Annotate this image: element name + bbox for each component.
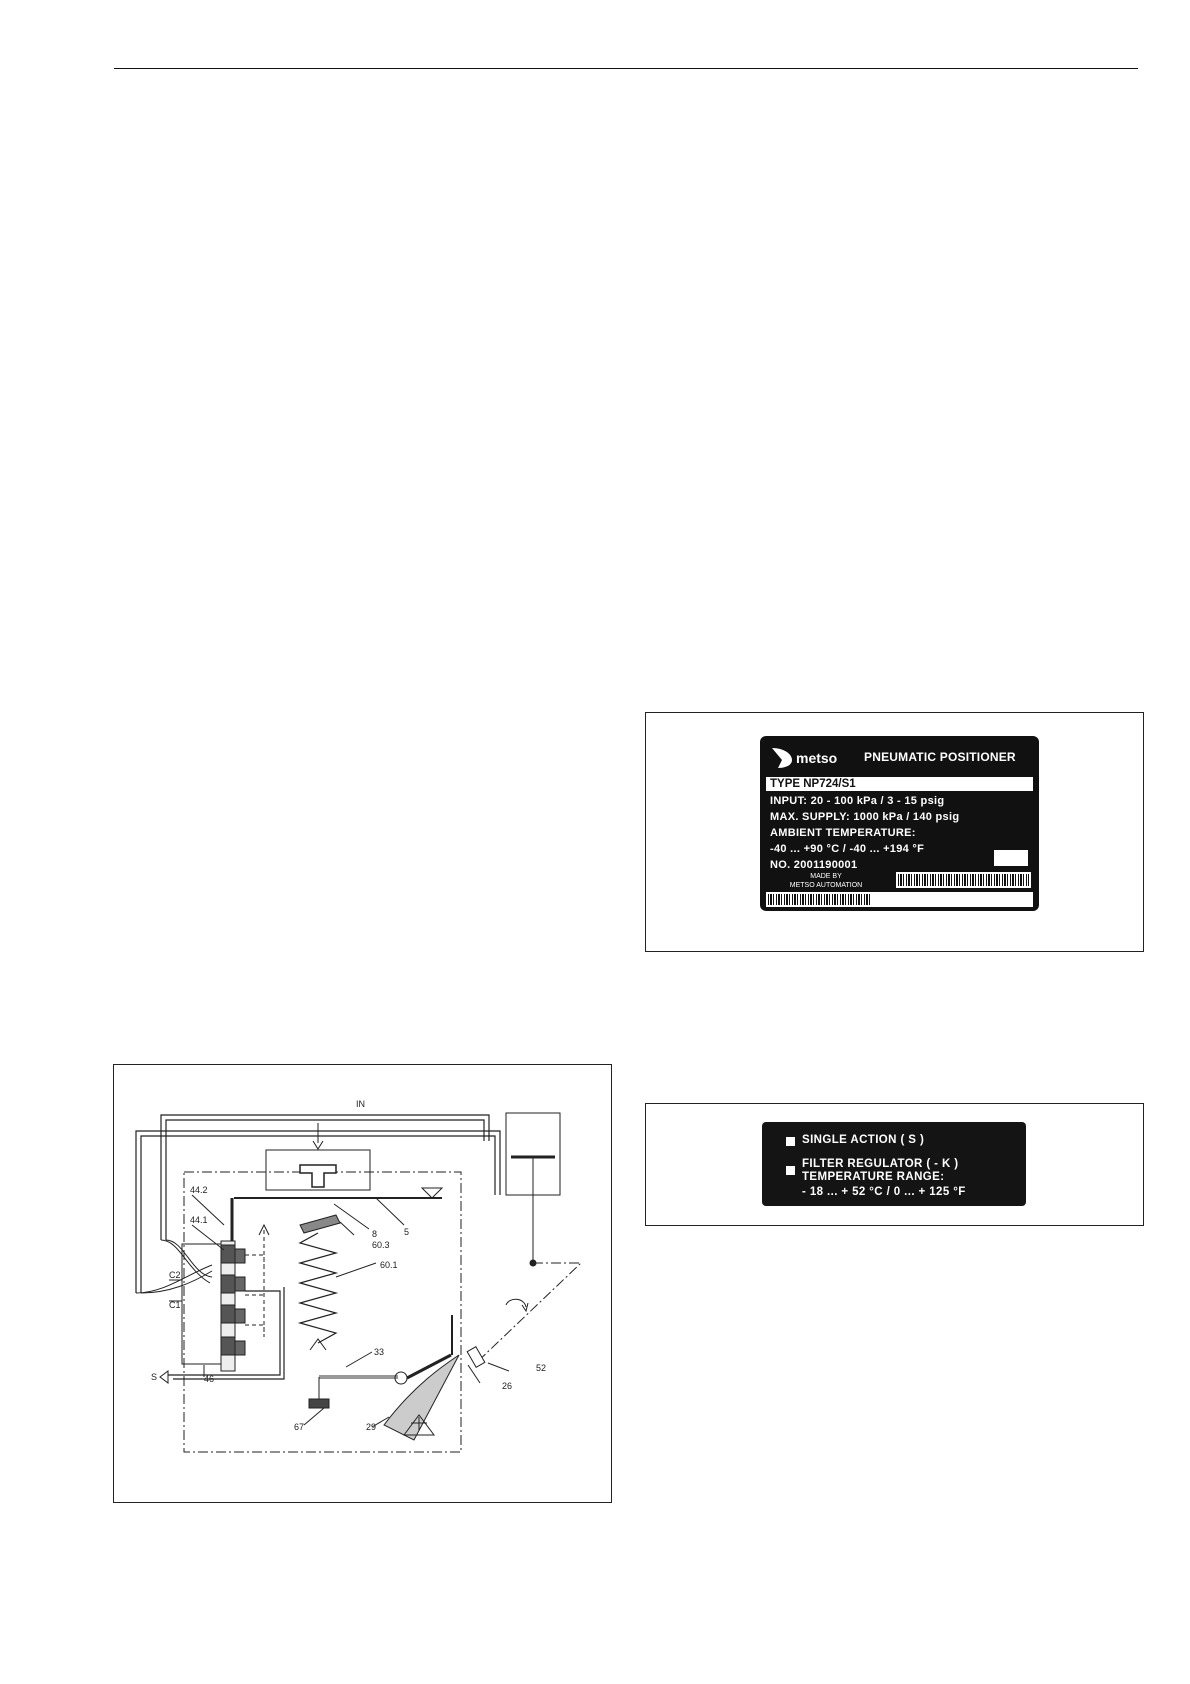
temperature-range-label: TEMPERATURE RANGE: (802, 1171, 945, 1183)
valve-body (182, 1244, 226, 1364)
blank-field (994, 850, 1028, 866)
callout-52: 52 (536, 1363, 547, 1373)
nameplate-figure (645, 712, 1144, 952)
callout-c2: C2 (169, 1270, 181, 1280)
option-label-figure (645, 1103, 1144, 1226)
input-spec: INPUT: 20 - 100 kPa / 3 - 15 psig (770, 795, 945, 807)
callout-29: 29 (366, 1422, 377, 1432)
filter-regulator-text: FILTER REGULATOR ( - K ) (802, 1158, 959, 1170)
callout-8: 8 (372, 1229, 378, 1239)
callout-in: IN (356, 1099, 365, 1109)
callout-5: 5 (404, 1227, 410, 1237)
positioner-schematic-drawing (114, 1065, 611, 1502)
positioner-nameplate (760, 736, 1039, 911)
product-name: PNEUMATIC POSITIONER (864, 750, 1016, 764)
type-field: TYPE NP724/S1 (766, 777, 1033, 791)
filter-regulator-checkbox-icon (786, 1166, 795, 1175)
positioner-schematic-figure (113, 1064, 612, 1503)
metso-logo (770, 746, 848, 770)
callout-60-3: 60.3 (372, 1240, 390, 1250)
temperature-range-value: - 18 ... + 52 °C / 0 ... + 125 °F (802, 1186, 966, 1198)
callout-60-1: 60.1 (380, 1260, 398, 1270)
callout-67: 67 (294, 1422, 305, 1432)
callout-26: 26 (502, 1381, 513, 1391)
blank-strip (872, 892, 1033, 907)
ambient-temperature-label: AMBIENT TEMPERATURE: (770, 827, 916, 839)
ambient-temperature-value: -40 ... +90 °C / -40 ... +194 °F (770, 843, 925, 855)
metso-logo-icon (770, 746, 796, 770)
callout-c1: C1 (169, 1300, 181, 1310)
made-by-line1: MADE BY (810, 873, 842, 880)
callout-33: 33 (374, 1347, 385, 1357)
option-label (762, 1122, 1026, 1206)
header-rule (114, 68, 1138, 69)
manufacturer-note (780, 872, 872, 890)
single-action-text: SINGLE ACTION ( S ) (802, 1134, 925, 1146)
serial-number: NO. 2001190001 (770, 859, 858, 871)
max-supply-spec: MAX. SUPPLY: 1000 kPa / 140 psig (770, 811, 960, 823)
barcode-serial (896, 872, 1031, 888)
callout-44-1: 44.1 (190, 1215, 208, 1225)
brand-name: metso (796, 750, 838, 766)
barcode-bottom (766, 892, 872, 907)
callout-46: 46 (204, 1374, 215, 1384)
single-action-checkbox-icon (786, 1137, 795, 1146)
callout-s: S (151, 1372, 158, 1382)
made-by-line2: METSO AUTOMATION (789, 882, 863, 889)
callout-44-2: 44.2 (190, 1185, 208, 1195)
